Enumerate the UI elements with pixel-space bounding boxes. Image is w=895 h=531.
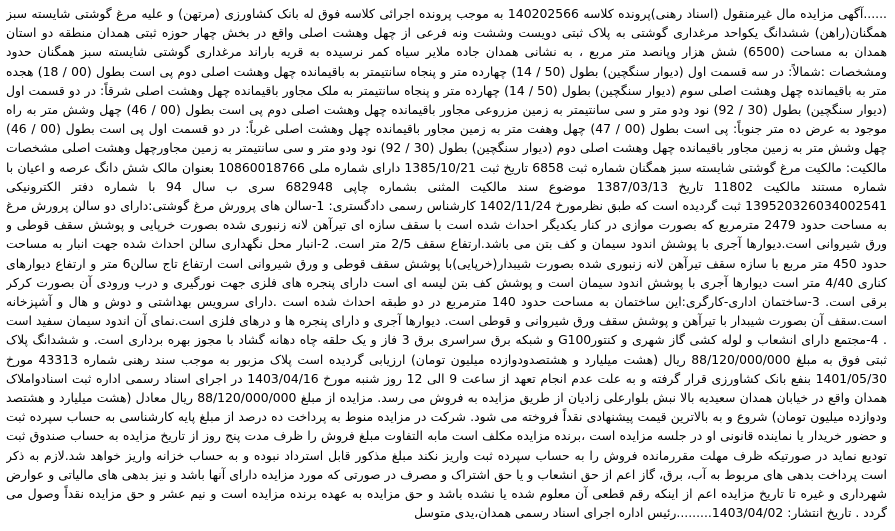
auction-notice-text: ......آگهی مزایده مال غیرمنقول (اسناد رهنی)پرونده کلاسه 140202566 به موجب پرونده اجرائی کلاسه فوق له بانک کشاورزی (مرتهن) و علیه مرغ گوشتی شایسته سبز همگنان(راهن) ششدانگ یکواحد مرغداری گوشتی به پلاک ثبتی دویست وششت ونه فرعی از چهل وهشت اصلی واقع در بخش چهار حوزه ثبتی همدان منطقه دو استان همدان به مساحت (6500) شش هزار وپانصد متر مربع ، به نشانی همدان جاده ملایر سیاه کمر نرسیده به قریه باراند مرغداری گوشتی شایسته سبز همگنان حدود ومشخصات :شمالاً: در سه قسمت اول (دیوار سنگچین) بطول (50 / 14) چهارده متر و پنجاه سانتیمتر به باقیمانده چهل وهشت اصلی دوم پی است بطول (00 / 18) هجده متر به باقیمانده چهل وهشت اصلی سوم (دیوار سنگچین) بطول (50 / 14) چهارده متر و پنجاه سانتیمتر به ملک مجاور باقیمانده چهل وهشت اصلی شرقاً: در دو قسمت اول (دیوار سنگچین) بطول (30 / 92) نود ودو متر و سی سانتیمتر به زمین مزروعی مجاور باقیمانده چهل وهشت اصلی دوم پی است بطول (00 / 46) چهل وشش متر به راه موجود به عرض ده متر جنوباً: پی است بطول (00 / 47) چهل وهفت متر به زمین مجاور باقیمانده چهل وهشت اصلی غرباً: در دو قسمت اول پی است بطول (00 / 46) چهل وشش متر به زمین مجاور باقیمانده چهل وهشت اصلی دوم (دیوار سنگچین) بطول (30 / 92) نود ودو متر و سی سانتیمتر به زمین مجاورچهل وهشت اصلی مشخصات مالکیت: مالکیت مرغ گوشتی شایسته سبز همگنان شماره ثبت 6858 تاریخ ثبت 1385/10/21 دارای شماره ملی 10860018766 بعنوان مالک شش دانگ عرصه و اعیان با شماره مستند مالکیت 11802 تاریخ 1387/03/13 موضوع سند مالکیت المثنی بشماره چاپی 682948 سری ب سال 94 با شماره دفتر الکترونیکی 139520326034002541 ثبت گردیده است که طبق نظرمورخ 1402/11/24 کارشناس رسمی دادگستری: 1-سالن های پرورش مرغ گوشتی:دارای دو سالن پرورش مرغ به مساحت حدود 2479 مترمربع که بصورت موازی در کنار یکدیگر احداث شده است با سقف سازه ای تیرآهن لانه زنبوری شده بصورت خرپایی و پوشش سقف قوطی و ورق شیروانی است.دیوارها آجری با پوشش اندود سیمان و کف بتن می باشد.ارتفاع سقف 2/5 متر است. 2-انبار محل نگهداری سالن احداث شده جهت انبار به مساحت حدود 450 متر مربع با سازه سقف تیرآهن لانه زنبوری شده بصورت شیبدار(خرپایی)با پوشش سقف قوطی و ورق شیروانی است ارتفاع تاج سالن6 متر و ارتفاع دیوارهای کناری 4/40 متر است دیوارها آجری با پوشش اندود سیمان است و پوشش کف بتن لیسه ای است دارای پنجره های فلزی جهت نورگیری و درب ورودی آن بصورت کرکر برقی است. 3-ساختمان اداری-کارگری:این ساختمان به مساحت حدود 140 مترمربع در دو طبقه احداث شده است .دارای سرویس بهداشتی و دوش و هال و آشپزخانه است.سقف آن بصورت شیبدار با تیرآهن و پوشش سقف ورق شیروانی و قوطی است. دیوارها آجری و دارای پنجره ها و درهای فلزی است.نمای آن اندود سیمان سفید است . 4-مجتمع دارای انشعاب و لوله کشی گاز شهری و کنتورG100 و شبکه برق سراسری برق 3 فاز و یک حلقه چاه دهانه گشاد با مجوز بهره برداری است. و ششدانگ پلاک ثبتی فوق به مبلغ 88/120/000/000 ریال (هشت میلیارد و هشتصدودوازده میلیون تومان) ارزیابی گردیده است پلاک مزبور به موجب سند رهنی شماره 43313 مورخ 1401/05/30 بنفع بانک کشاورزی قرار گرفته و به علت عدم انجام تعهد از ساعت 9 الی 12 روز شنبه مورخ 1403/04/16 در اجرای اسناد رسمی اداره ثبت اسنادواملاک همدان واقع در خیابان همدان سعیدیه بالا نبش بلوارعلی زادیان از طریق مزایده به فروش می رسد. مزایده از مبلغ 88/120/000/000 ریال معادل (هشت میلیارد و هشتصد ودوازده میلیون تومان) شروع و به بالاترین قیمت پیشنهادی نقداً فروخته می شود. شرکت در مزایده منوط به پرداخت ده درصد از مبلغ پایه کارشناسی به حساب سپرده ثبت و حضور خریدار یا نماینده قانونی او در جلسه مزایده است ،برنده مزایده مکلف است مابه التفاوت مبلغ فروش را ظرف مدت پنج روز از تاریخ مزایده به حساب صندوق ثبت تودیع نماید در صورتیکه ظرف مهلت مقررمانده فروش را به حساب سپرده ثبت واریز نکند مبلغ مذکور قابل استرداد نبوده و به حساب خزانه واریز خواهد شد.لازم به ذکر است پرداخت بدهی های مربوط به آب، برق، گاز اعم از حق انشعاب و یا حق اشتراک و مصرف در صورتی که مورد مزایده دارای آنها باشد و نیز بدهی های مالیاتی و عوارض شهرداری و غیره تا تاریخ مزایده اعم از اینکه رقم قطعی آن معلوم شده یا نشده باشد و حق مزایده به عهده برنده مزایده است و نیم عشر و حق مزایده نقداً وصول می گردد . تاریخ انتشار: 1403/04/02.........رئیس اداره اجرای اسناد رسمی همدان،یدی متوسل — [6, 6, 887, 521]
auction-notice — [6, 4, 887, 527]
